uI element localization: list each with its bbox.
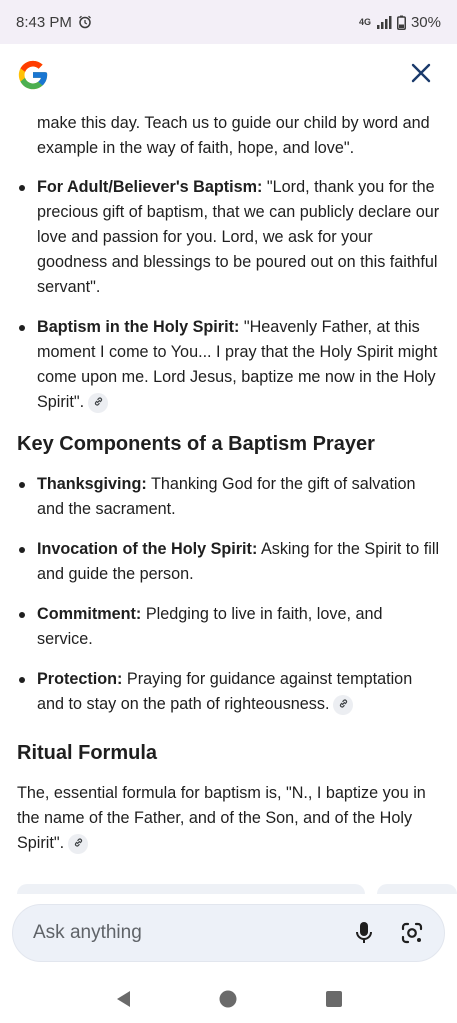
network-label: 4G: [358, 17, 371, 27]
status-left: [16, 14, 92, 31]
item-title: Commitment:: [37, 605, 142, 623]
battery-icon: [397, 15, 406, 30]
ask-bar[interactable]: [12, 904, 445, 962]
list-item: [17, 472, 440, 522]
item-text: "Lord, thank you for the precious gift of baptism, that we can publicly declare our love and passion for you. Lord, we ask for your goodness and blessings to be poured out on this faithful servant".: [37, 178, 440, 296]
list-item: [17, 315, 440, 415]
suggestion-card[interactable]: [17, 884, 365, 894]
status-right: [359, 14, 441, 31]
source-link-button[interactable]: [68, 834, 88, 854]
signal-icon: [376, 15, 392, 29]
item-title: Thanksgiving:: [37, 475, 147, 493]
recents-icon[interactable]: [319, 984, 349, 1014]
google-logo[interactable]: [16, 58, 50, 92]
link-icon: [338, 692, 349, 717]
list-item: [17, 537, 440, 587]
item-text: "Heavenly Father, at this moment I come to You... I pray that the Holy Spirit might come upon me. Lord Jesus, baptize me now in the Holy Spirit".: [37, 318, 438, 411]
suggestion-card[interactable]: [377, 884, 457, 894]
intro-continued-text: make this day. Teach us to guide our child by word and example in the way of faith, hope, and love".: [37, 114, 430, 157]
ritual-paragraph: [17, 781, 440, 856]
close-button[interactable]: [403, 57, 439, 93]
item-title: Invocation of the Holy Spirit:: [37, 540, 258, 558]
system-nav-bar: [0, 975, 457, 1023]
status-time: 8:43 PM: [16, 13, 72, 31]
item-title: Baptism in the Holy Spirit:: [37, 318, 240, 336]
link-icon: [93, 390, 104, 415]
battery-percent: 30%: [410, 13, 441, 31]
close-icon: [411, 63, 431, 88]
section-heading: Key Components of a Baptism Prayer: [17, 433, 375, 455]
list-item: [17, 602, 440, 652]
components-list: [17, 472, 440, 717]
app-header: [0, 44, 457, 106]
alarm-icon: [78, 15, 92, 29]
item-text: Asking for the Spirit to fill and guide the person.: [37, 540, 440, 583]
item-text: Praying for guidance against temptation and to stay on the path of righteousness.: [37, 670, 413, 713]
status-bar: [0, 0, 457, 44]
list-item: [17, 111, 440, 161]
ask-input[interactable]: Ask anything: [33, 922, 142, 943]
list-item: [17, 667, 440, 717]
link-icon: [73, 831, 84, 856]
source-link-button[interactable]: [88, 393, 108, 413]
prayer-list: [17, 111, 440, 415]
list-item: [17, 175, 440, 300]
answer-content: [0, 106, 457, 881]
ritual-text: The, essential formula for baptism is, "N., I baptize you in the name of the Father, and of the Son, and of the Holy Spirit".: [17, 784, 426, 852]
section-heading: Ritual Formula: [17, 742, 158, 764]
home-icon[interactable]: [213, 984, 243, 1014]
back-icon[interactable]: [108, 984, 138, 1014]
item-title: Protection:: [37, 670, 123, 688]
microphone-icon[interactable]: [350, 919, 378, 947]
item-text: Thanking God for the gift of salvation and the sacrament.: [37, 475, 416, 518]
source-link-button[interactable]: [333, 695, 353, 715]
item-title: For Adult/Believer's Baptism:: [37, 178, 263, 196]
item-text: Pledging to live in faith, love, and service.: [37, 605, 383, 648]
google-lens-icon[interactable]: [398, 919, 426, 947]
